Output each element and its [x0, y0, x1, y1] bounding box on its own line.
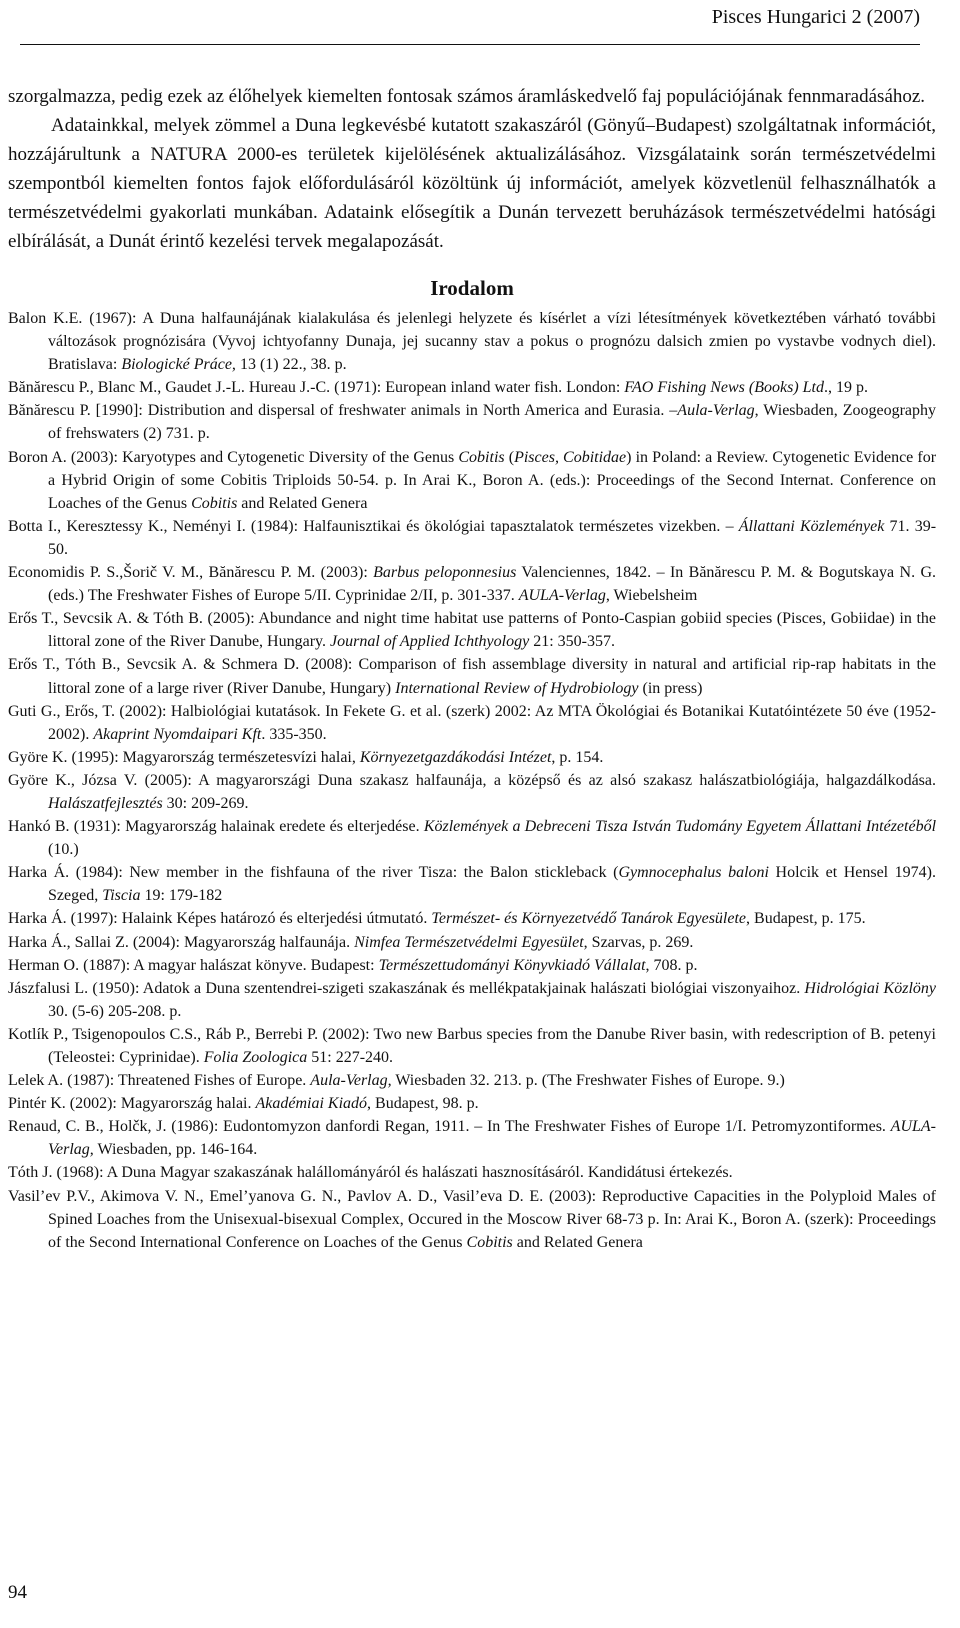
reference-text: Botta I., Keresztessy K., Neményi I. (1984): Halfaunisztikai és ökológiai tapasztalatok természetes vizekben. –: [8, 517, 739, 535]
reference-italic-text: Aula-Verlag: [677, 402, 755, 420]
reference-item: [8, 399, 936, 445]
reference-text: . 335-350.: [261, 725, 327, 743]
reference-text: Vasil’ev P.V., Akimova V. N., Emel’yanova G. N., Pavlov A. D., Vasil’eva D. E. (2003): Reproductive Capacities in the Polyploid Males of Spined Loaches from the Unisexual-bisexual Complex, Occured in the Moscow River 68-73 p. In: Arai K., Boron A. (szerk): Proceedings of the Second International Conference on Loaches of the Genus: [8, 1187, 936, 1251]
reference-text: Bănărescu P. [1990]: Distribution and dispersal of freshwater animals in North America and Eurasia. –: [8, 402, 678, 420]
reference-italic-text: Állattani Közlemények: [738, 517, 885, 535]
reference-item: [8, 954, 936, 977]
reference-item: [8, 1185, 936, 1254]
reference-text: Hankó B. (1931): Magyarország halainak eredete és elterjedése.: [8, 818, 424, 836]
reference-text: 21: 350-357.: [529, 633, 615, 651]
reference-text: Balon K.E. (1967): A Duna halfaunájának kialakulása és jelenlegi helyzete és kísérlet a vízi létesítmények következtében várható további változások prognózisára (Vyvoj ichtyofanny Dunaja, jej sucanny stav a pokus o prognózu dalsich zmien po vystavbe vodnych diel). Bratislava:: [8, 310, 936, 374]
reference-item: [8, 307, 936, 376]
reference-item: [8, 931, 936, 954]
reference-text: Wiesbaden, pp. 146-164.: [93, 1141, 258, 1159]
header-rule: [20, 44, 920, 45]
reference-text: 19: 179-182: [140, 887, 223, 905]
reference-text: Valenciennes, 1842. – In Bănărescu P. M. & Bogutskaya N. G. (eds.) The Freshwater Fishes of Europe 5/II. Cyprinidae 2/II, p. 301-337.: [48, 564, 937, 605]
reference-text: Lelek A. (1987): Threatened Fishes of Europe.: [8, 1072, 311, 1090]
reference-text: 71. 39-50.: [48, 517, 937, 558]
reference-text: Györe K., Józsa V. (2005): A magyarországi Duna szakasz halfaunája, a középső és az alsó szakasz halászatbiológiája, halgazdálkodása.: [8, 771, 936, 789]
reference-text: Renaud, C. B., Holčk, J. (1986): Eudontomyzon danfordi Regan, 1911. – In The Freshwater Fishes of Europe 1/I. Petromyzontiformes.: [8, 1118, 891, 1136]
body-paragraph-1: szorgalmazza, pedig ezek az élőhelyek kiemelten fontosak számos áramláskedvelő faj populációjának fennmaradásához.: [8, 86, 926, 107]
reference-text: Wiesbaden 32. 213. p. (The Freshwater Fishes of Europe. 9.): [391, 1072, 785, 1090]
reference-text: (: [504, 448, 515, 466]
reference-text: ., 19 p.: [824, 379, 868, 397]
reference-italic-text: Hidrológiai Közlöny: [804, 979, 936, 997]
reference-item: [8, 746, 936, 769]
reference-text: and Related Genera: [512, 1233, 643, 1251]
reference-item: [8, 561, 936, 607]
reference-italic-text: Természet- és Környezetvédő Tanárok Egyesülete: [431, 910, 747, 928]
reference-item: [8, 977, 936, 1023]
reference-italic-text: Cobitis: [458, 448, 505, 466]
reference-item: [8, 1069, 936, 1092]
reference-text: , 708. p.: [645, 956, 698, 974]
reference-text: ) in Poland: a Review. Cytogenetic Evidence for a Hybrid Origin of some Cobitis Triploids 50-54. p. In Arai K., Boron A. (eds.): Proceedings of the Second Internat. Conference on Loaches of the Genus: [48, 448, 937, 512]
reference-italic-text: AULA-Verlag,: [48, 1118, 936, 1159]
reference-text: (10.): [48, 841, 79, 859]
reference-text: , Szarvas, p. 269.: [583, 933, 694, 951]
reference-text: Harka Á. (1984): New member in the fishfauna of the river Tisza: the Balon stickleback (: [8, 864, 619, 882]
reference-text: 13 (1) 22., 38. p.: [235, 356, 347, 374]
reference-italic-text: Biologické Práce,: [121, 356, 236, 374]
reference-italic-text: Folia Zoologica: [203, 1049, 308, 1066]
reference-text: , Budapest, p. 175.: [746, 910, 866, 928]
section-heading: Irodalom: [430, 276, 514, 300]
reference-italic-text: Tiscia: [102, 887, 141, 905]
reference-italic-text: Akaprint Nyomdaipari Kft: [93, 725, 262, 743]
reference-text: Bănărescu P., Blanc M., Gaudet J.-L. Hureau J.-C. (1971): European inland water fish. London:: [8, 379, 625, 397]
reference-italic-text: AULA-Verlag: [518, 587, 606, 605]
reference-text: Holcik et Hensel 1974). Szeged,: [48, 864, 936, 905]
reference-text: Harka Á. (1997): Halaink Képes határozó és elterjedési útmutató.: [8, 910, 432, 928]
reference-item: [8, 446, 936, 515]
reference-text: 51: 227-240.: [307, 1049, 394, 1066]
reference-italic-text: Gymnocephalus baloni: [618, 864, 769, 882]
reference-text: (in press): [638, 679, 703, 697]
reference-item: [8, 515, 936, 561]
journal-title: Pisces Hungarici 2 (2007): [711, 6, 920, 28]
reference-italic-text: Pisces, Cobitidae: [514, 448, 627, 466]
reference-italic-text: Halászatfejlesztés: [48, 794, 163, 812]
reference-text: and Related Genera: [237, 494, 368, 512]
reference-item: [8, 376, 936, 399]
reference-italic-text: Akadémiai Kiadó: [255, 1095, 368, 1113]
running-head: [0, 6, 960, 36]
reference-italic-text: Természettudományi Könyvkiadó Vállalat: [378, 956, 646, 974]
reference-text: Györe K. (1995): Magyarország természetesvízi halai,: [8, 748, 360, 766]
reference-text: 30: 209-269.: [162, 794, 249, 812]
reference-italic-text: Journal of Applied Ichthyology: [329, 633, 530, 651]
reference-italic-text: FAO Fishing News (Books) Ltd: [624, 379, 824, 397]
reference-text: 30. (5-6) 205-208. p.: [48, 1002, 182, 1020]
reference-italic-text: Közlemények a Debreceni Tisza István Tudomány Egyetem Állattani Intézetéből: [423, 818, 937, 836]
reference-text: Jászfalusi L. (1950): Adatok a Duna szentendrei-szigeti szakaszának és mellékpatakjainak halászati biológiai viszonyaihoz.: [8, 979, 805, 997]
reference-item: [8, 653, 936, 699]
reference-item: [8, 1161, 936, 1184]
reference-text: , p. 154.: [551, 748, 604, 766]
reference-item: [8, 861, 936, 907]
reference-italic-text: Cobitis: [191, 494, 238, 512]
reference-item: [8, 907, 936, 930]
reference-item: [8, 1115, 936, 1161]
reference-text: Harka Á., Sallai Z. (2004): Magyarország halfaunája.: [8, 933, 355, 951]
reference-text: Kotlík P., Tsigenopoulos C.S., Ráb P., Berrebi P. (2002): Two new Barbus species from the Danube River basin, with redescription of B. petenyi (Teleostei: Cyprinidae).: [8, 1025, 936, 1066]
reference-text: , Budapest, 98. p.: [367, 1095, 479, 1113]
body-paragraph-2: Adatainkkal, melyek zömmel a Duna legkevésbé kutatott szakaszáról (Gönyű–Budapest) szolgáltatnak információt, hozzájárultunk a NATURA 2000-es területek kijelölésének aktualizálásához. Vizsgálataink során természetvédelmi szempontból kiemelten fontos fajok előfordulásáról közöltünk új információt, amelyek közvetlenül felhasználhatók a természetvédelmi gyakorlati munkában. Adataink elősegítik a Dunán tervezett beruházások természetvédelmi hatósági elbírálását, a Dunát érintő kezelési tervek megalapozását.: [8, 115, 936, 252]
reference-text: Guti G., Erős, T. (2002): Halbiológiai kutatások. In Fekete G. et al. (szerk) 2002: Az MTA Ökológiai és Botanikai Kutatóintézete 50 éve (1952-2002).: [8, 702, 936, 743]
reference-italic-text: Nimfea Természetvédelmi Egyesület: [354, 933, 584, 951]
page-content: [8, 82, 936, 1254]
page-number: 94: [8, 1582, 27, 1603]
reference-text: , Wiesbaden, Zoogeography of frehswaters (2) 731. p.: [48, 402, 937, 443]
reference-item: [8, 769, 936, 815]
reference-text: Boron A. (2003): Karyotypes and Cytogenetic Diversity of the Genus: [8, 448, 459, 466]
reference-text: Pintér K. (2002): Magyarország halai.: [8, 1095, 256, 1113]
reference-italic-text: International Review of Hydrobiology: [395, 679, 639, 697]
reference-text: Tóth J. (1968): A Duna Magyar szakaszának halállományáról és halászati hasznosításáról. Kandidátusi értekezés.: [8, 1164, 733, 1182]
reference-text: Herman O. (1887): A magyar halászat könyve. Budapest:: [8, 956, 379, 974]
reference-italic-text: Aula-Verlag,: [310, 1072, 392, 1090]
reference-item: [8, 815, 936, 861]
reference-text: Erős T., Tóth B., Sevcsik A. & Schmera D. (2008): Comparison of fish assemblage diversity in natural and artificial rip-rap habitats in the littoral zone of a large river (River Danube, Hungary): [8, 656, 936, 697]
reference-italic-text: Környezetgazdákodási Intézet: [359, 748, 552, 766]
reference-item: [8, 1023, 936, 1069]
reference-text: Economidis P. S.,Šorič V. M., Bănărescu P. M. (2003):: [8, 564, 374, 582]
reference-item: [8, 700, 936, 746]
reference-italic-text: Cobitis: [466, 1233, 513, 1251]
reference-item: [8, 1092, 936, 1115]
reference-italic-text: Barbus peloponnesius: [373, 564, 517, 582]
reference-item: [8, 607, 936, 653]
reference-text: , Wiebelsheim: [605, 587, 698, 605]
reference-text: Erős T., Sevcsik A. & Tóth B. (2005): Abundance and night time habitat use patterns of Ponto-Caspian gobiid species (Pisces, Gobiidae) in the littoral zone of the River Danube, Hungary.: [8, 610, 936, 651]
reference-list: [8, 307, 936, 1254]
